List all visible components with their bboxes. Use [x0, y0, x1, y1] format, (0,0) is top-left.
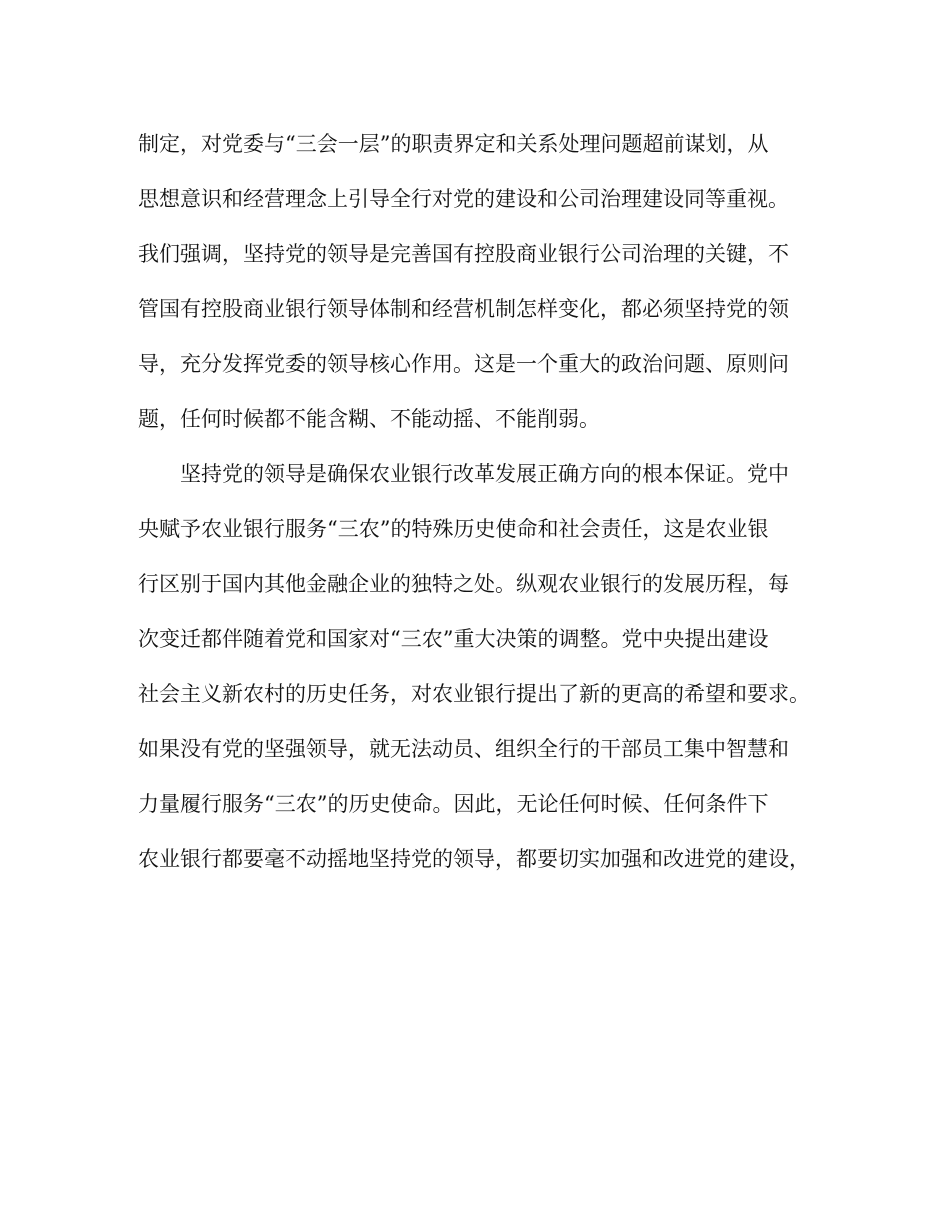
text-line: 央赋予农业银行服务“三农”的特殊历史使命和社会责任，这是农业银 — [138, 517, 769, 541]
text-line: 社会主义新农村的历史任务，对农业银行提出了新的更高的希望和要求。 — [138, 682, 810, 706]
text-line: 力量履行服务“三农”的历史使命。因此，无论任何时候、任何条件下 — [138, 792, 769, 816]
text-line: 我们强调，坚持党的领导是完善国有控股商业银行公司治理的关键，不 — [138, 242, 789, 266]
text-line: 管国有控股商业银行领导体制和经营机制怎样变化，都必须坚持党的领 — [138, 297, 789, 321]
text-line: 行区别于国内其他金融企业的独特之处。纵观农业银行的发展历程，每 — [138, 572, 789, 596]
text-line: 制定，对党委与“三会一层”的职责界定和关系处理问题超前谋划，从 — [138, 132, 769, 156]
text-line: 导，充分发挥党委的领导核心作用。这是一个重大的政治问题、原则问 — [138, 352, 789, 376]
text-line: 农业银行都要毫不动摇地坚持党的领导，都要切实加强和改进党的建设， — [138, 847, 810, 871]
text-line: 思想意识和经营理念上引导全行对党的建设和公司治理建设同等重视。 — [138, 187, 789, 211]
text-line: 次变迁都伴随着党和国家对“三农”重大决策的调整。党中央提出建设 — [138, 627, 769, 651]
text-line: 坚持党的领导是确保农业银行改革发展正确方向的根本保证。党中 — [138, 462, 789, 486]
text-line: 题，任何时候都不能含糊、不能动摇、不能削弱。 — [138, 407, 600, 431]
document-body — [138, 125, 838, 895]
text-line: 如果没有党的坚强领导，就无法动员、组织全行的干部员工集中智慧和 — [138, 737, 789, 761]
